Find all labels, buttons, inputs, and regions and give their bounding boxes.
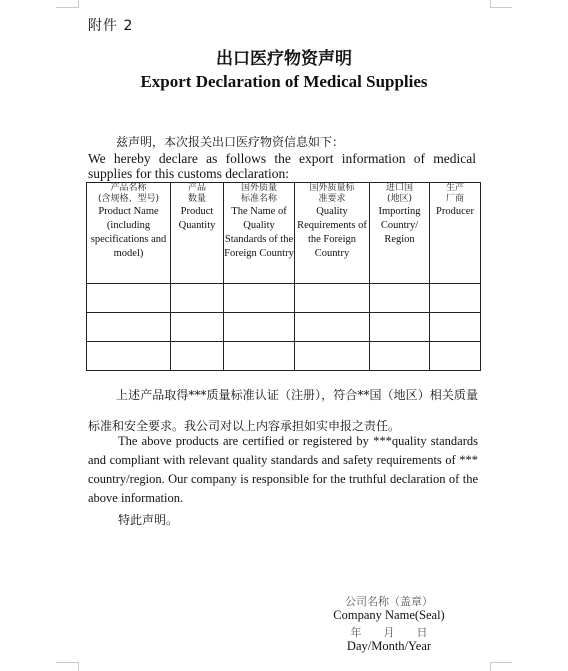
annex-label: 附件 2 — [88, 18, 134, 34]
header-cn: 产品名称 (含规格、型号) — [97, 183, 160, 204]
header-product-name — [87, 183, 171, 284]
header-en: Quality Requirements of the Foreign Country — [297, 206, 367, 259]
closing-chinese: 特此声明。 — [118, 513, 179, 527]
header-producer — [430, 183, 481, 284]
company-name-english: Company Name(Seal) — [333, 608, 445, 622]
crop-mark-top-left-v — [78, 0, 79, 8]
declaration-table — [86, 182, 481, 371]
header-importing-country — [370, 183, 430, 284]
table-cell[interactable] — [430, 342, 481, 371]
crop-mark-top-right-v — [490, 0, 491, 8]
crop-mark-top-left-h — [56, 7, 78, 8]
table-cell[interactable] — [370, 342, 430, 371]
table-cell[interactable] — [370, 313, 430, 342]
header-en: The Name of Quality Standards of the Foreign Country — [224, 206, 294, 259]
table-cell[interactable] — [171, 313, 224, 342]
crop-mark-top-right-h — [490, 7, 512, 8]
table-cell[interactable] — [87, 284, 171, 313]
title-chinese: 出口医疗物资声明 — [216, 49, 352, 69]
table-cell[interactable] — [430, 313, 481, 342]
header-cn: 国外质量 标准名称 — [240, 183, 277, 204]
declaration-chinese: 兹声明，本次报关出口医疗物资信息如下： — [116, 135, 345, 149]
header-cn: 生产 厂商 — [445, 183, 464, 204]
table-header-row — [87, 183, 481, 284]
statement-chinese: 上述产品取得***质量标准认证（注册），符合**国（地区）相关质量标准和安全要求。我公司对以上内容承担如实申报之责任。 — [88, 388, 478, 433]
header-product-quantity — [171, 183, 224, 284]
crop-mark-bottom-right-v — [490, 662, 491, 671]
table-cell[interactable] — [87, 342, 171, 371]
declaration-english: We hereby declare as follows the export information of medical supplies for this customs declaration: — [88, 151, 476, 181]
table-cell[interactable] — [224, 313, 295, 342]
table-cell[interactable] — [171, 342, 224, 371]
crop-mark-bottom-left-h — [56, 662, 78, 663]
header-en: Importing Country/ Region — [378, 206, 421, 245]
header-cn: 进口国 (地区) — [385, 183, 413, 204]
table-cell[interactable] — [224, 342, 295, 371]
table-cell[interactable] — [370, 284, 430, 313]
date-chinese: 年 月 日 — [350, 626, 428, 639]
header-cn: 产品 数量 — [187, 183, 206, 204]
statement-english: The above products are certified or registered by ***quality standards and compliant with relevant quality standards and safety requirements of *** country/region. Our company is responsible for the truthful declaration of the above information. — [88, 434, 478, 505]
table-row — [87, 284, 481, 313]
table-cell[interactable] — [224, 284, 295, 313]
company-name-chinese: 公司名称（盖章） — [345, 595, 433, 608]
header-quality-requirements — [295, 183, 370, 284]
header-en: Product Name (including specifications and model) — [90, 206, 167, 259]
table-cell[interactable] — [295, 342, 370, 371]
table-cell[interactable] — [295, 313, 370, 342]
header-quality-standards-name — [224, 183, 295, 284]
table-cell[interactable] — [87, 313, 171, 342]
table-cell[interactable] — [171, 284, 224, 313]
table-row — [87, 342, 481, 371]
header-en: Producer — [436, 206, 474, 217]
date-english: Day/Month/Year — [346, 639, 432, 653]
table-cell[interactable] — [430, 284, 481, 313]
title-english: Export Declaration of Medical Supplies — [140, 72, 428, 91]
crop-mark-bottom-left-v — [78, 662, 79, 671]
crop-mark-bottom-right-h — [490, 662, 512, 663]
header-cn: 国外质量标 准要求 — [309, 183, 355, 204]
header-en: Product Quantity — [178, 206, 216, 231]
table-cell[interactable] — [295, 284, 370, 313]
table-row — [87, 313, 481, 342]
